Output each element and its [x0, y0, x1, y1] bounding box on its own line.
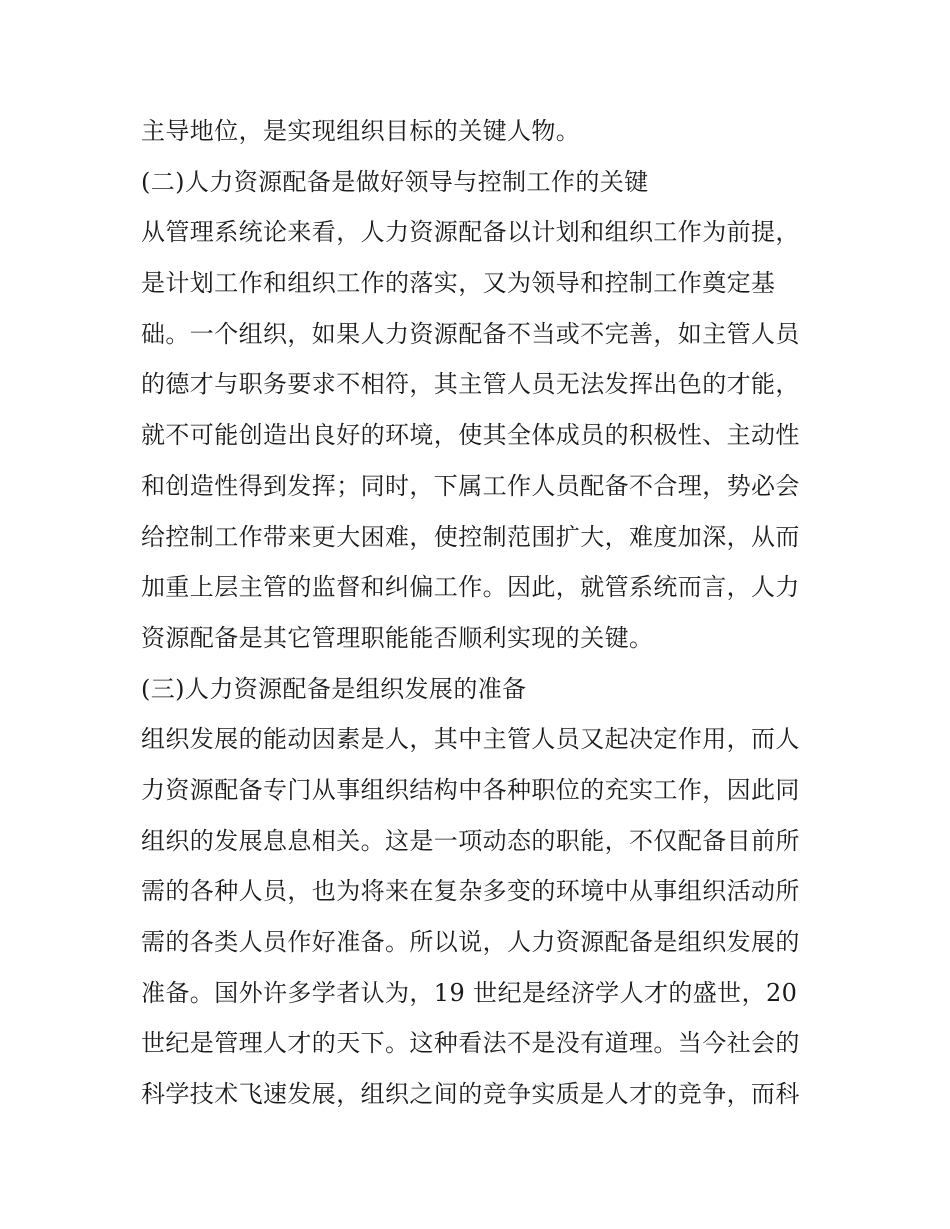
text-line: 和创造性得到发挥；同时，下属工作人员配备不合理，势必会 [141, 471, 800, 500]
text-line: 组织发展的能动因素是人，其中主管人员又起决定作用，而人 [141, 725, 800, 754]
text-line: 科学技术飞速发展，组织之间的竞争实质是人才的竞争，而科 [141, 1080, 800, 1109]
body-text [141, 106, 821, 1120]
text-line: 准备。国外许多学者认为，19 世纪是经济学人才的盛世，20 [141, 978, 798, 1007]
text-line: 资源配备是其它管理职能能否顺利实现的关键。 [141, 623, 654, 652]
text-line: 是计划工作和组织工作的落实，又为领导和控制工作奠定基 [141, 269, 776, 298]
section-heading: (二)人力资源配备是做好领导与控制工作的关键 [141, 167, 649, 196]
section-heading: (三)人力资源配备是组织发展的准备 [141, 674, 527, 703]
text-line: 主导地位，是实现组织目标的关键人物。 [141, 117, 581, 145]
text-line: 加重上层主管的监督和纠偏工作。因此，就管系统而言，人力 [141, 573, 800, 602]
text-line: 力资源配备专门从事组织结构中各种职位的充实工作，因此同 [141, 775, 800, 804]
text-line: 需的各种人员，也为将来在复杂多变的环境中从事组织活动所 [141, 877, 800, 906]
text-line: 的德才与职务要求不相符，其主管人员无法发挥出色的才能， [141, 370, 800, 399]
text-line: 就不可能创造出良好的环境，使其全体成员的积极性、主动性 [141, 421, 800, 450]
text-line: 从管理系统论来看，人力资源配备以计划和组织工作为前提， [141, 218, 800, 247]
text-line: 世纪是管理人才的天下。这种看法不是没有道理。当今社会的 [141, 1029, 800, 1058]
text-line: 需的各类人员作好准备。所以说，人力资源配备是组织发展的 [141, 928, 800, 956]
text-line: 础。一个组织，如果人力资源配备不当或不完善，如主管人员 [141, 319, 800, 348]
text-line: 组织的发展息息相关。这是一项动态的职能，不仅配备目前所 [141, 826, 800, 855]
text-line: 给控制工作带来更大困难，使控制范围扩大，难度加深，从而 [141, 522, 800, 551]
